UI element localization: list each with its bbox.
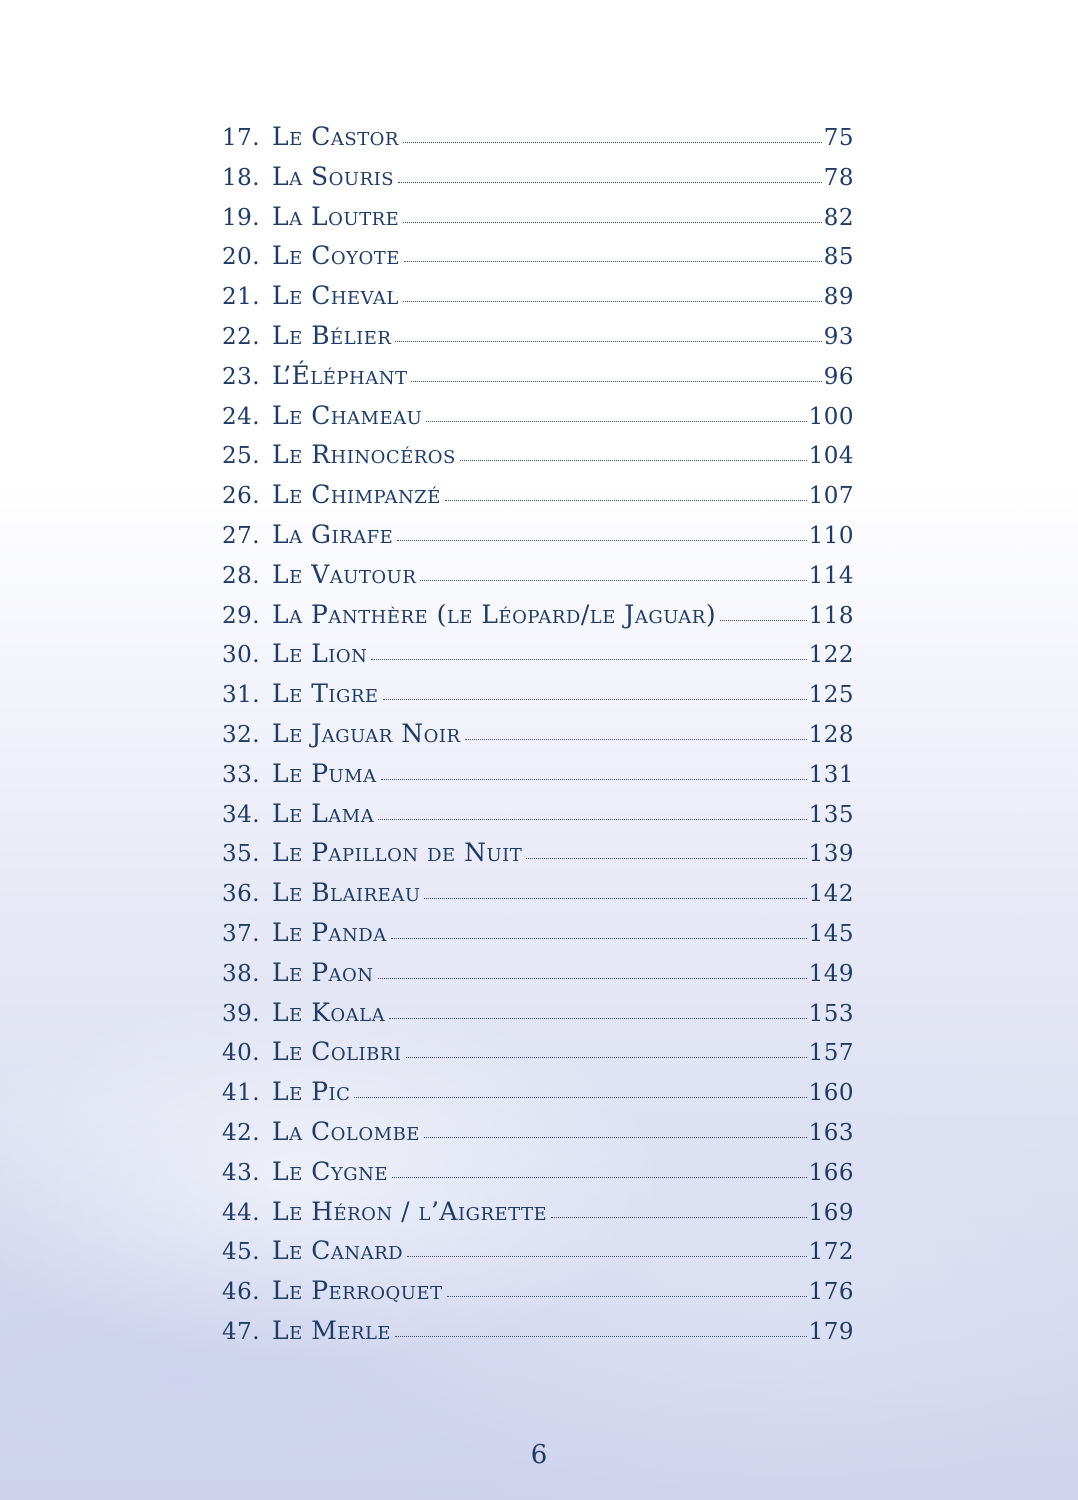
dot-leader [403, 222, 821, 223]
entry-page-number: 163 [808, 1119, 854, 1146]
dot-leader [371, 659, 806, 660]
entry-number: 22. [222, 323, 261, 350]
entry-number: 39. [222, 1000, 261, 1027]
entry-page-number: 89 [823, 284, 854, 311]
dot-leader [526, 858, 806, 859]
entry-page-number: 122 [808, 642, 854, 669]
entry-title: Le Vautour [272, 559, 417, 589]
toc-entry [222, 600, 854, 640]
toc-entry [222, 241, 854, 281]
entry-title: Le Jaguar Noir [272, 718, 461, 748]
entry-title: Le Lama [272, 798, 375, 828]
entry-title: Le Pic [272, 1077, 351, 1107]
entry-title: Le Cygne [272, 1156, 388, 1186]
entry-page-number: 93 [823, 323, 854, 350]
entry-page-number: 96 [823, 363, 854, 390]
toc-entry [222, 1037, 854, 1077]
entry-page-number: 166 [808, 1159, 854, 1186]
dot-leader [391, 938, 807, 939]
toc-entry [222, 1077, 854, 1117]
dot-leader [354, 1097, 806, 1098]
entry-title: Le Panda [272, 917, 387, 947]
entry-number: 36. [222, 881, 261, 908]
entry-page-number: 139 [808, 841, 854, 868]
toc-entry [222, 440, 854, 480]
toc-entry [222, 122, 854, 162]
entry-page-number: 114 [808, 562, 854, 589]
entry-page-number: 78 [823, 164, 854, 191]
toc-entry [222, 799, 854, 839]
dot-leader [424, 1137, 807, 1138]
entry-page-number: 82 [823, 204, 854, 231]
dot-leader [381, 779, 807, 780]
entry-page-number: 160 [808, 1080, 854, 1107]
dot-leader [403, 142, 822, 143]
toc-entry [222, 520, 854, 560]
entry-title: Le Canard [272, 1236, 404, 1266]
entry-page-number: 128 [808, 721, 854, 748]
entry-number: 21. [222, 284, 261, 311]
entry-number: 17. [222, 125, 261, 151]
entry-title: Le Bélier [272, 320, 392, 350]
toc-entry [222, 1117, 854, 1157]
entry-title: Le Papillon de Nuit [272, 838, 523, 868]
entry-title: La Panthère (le Léopard/le Jaguar) [272, 599, 717, 629]
toc-entry [222, 1316, 854, 1356]
entry-number: 40. [222, 1040, 261, 1067]
toc-entry [222, 480, 854, 520]
entry-number: 30. [222, 642, 261, 669]
dot-leader [404, 261, 822, 262]
entry-title: Le Coyote [272, 241, 400, 271]
dot-leader [389, 1018, 807, 1019]
toc-entry [222, 1236, 854, 1276]
entry-title: Le Blaireau [272, 878, 421, 908]
dot-leader [398, 182, 822, 183]
entry-page-number: 145 [808, 920, 854, 947]
toc-entry [222, 918, 854, 958]
entry-number: 23. [222, 363, 261, 390]
toc-entry [222, 162, 854, 202]
dot-leader [447, 1296, 807, 1297]
entry-title: Le Castor [272, 122, 399, 151]
entry-title: Le Cheval [272, 281, 399, 311]
dot-leader [395, 341, 821, 342]
dot-leader [383, 699, 807, 700]
entry-page-number: 169 [808, 1199, 854, 1226]
entry-number: 29. [222, 602, 261, 629]
toc-entry [222, 1197, 854, 1237]
entry-page-number: 157 [808, 1040, 854, 1067]
dot-leader [420, 580, 806, 581]
entry-number: 33. [222, 761, 261, 788]
entry-number: 34. [222, 801, 261, 828]
entry-number: 26. [222, 483, 261, 510]
entry-page-number: 179 [808, 1318, 854, 1345]
entry-number: 25. [222, 443, 261, 470]
entry-number: 46. [222, 1279, 261, 1306]
entry-page-number: 131 [808, 761, 854, 788]
entry-title: Le Chimpanzé [272, 480, 441, 510]
entry-title: Le Paon [272, 957, 374, 987]
dot-leader [395, 1336, 807, 1337]
dot-leader [465, 739, 807, 740]
entry-page-number: 118 [808, 602, 854, 629]
entry-title: Le Colibri [272, 1037, 402, 1067]
entry-page-number: 110 [808, 522, 854, 549]
entry-title: Le Rhinocéros [272, 440, 456, 470]
dot-leader [378, 978, 807, 979]
entry-title: Le Tigre [272, 679, 379, 709]
dot-leader [460, 460, 807, 461]
toc-entry [222, 1157, 854, 1197]
toc-entry [222, 838, 854, 878]
toc-entry [222, 679, 854, 719]
entry-title: La Souris [272, 161, 395, 191]
entry-number: 18. [222, 164, 261, 191]
dot-leader [720, 620, 806, 621]
entry-number: 43. [222, 1159, 261, 1186]
entry-number: 41. [222, 1080, 261, 1107]
dot-leader [426, 421, 806, 422]
entry-number: 19. [222, 204, 261, 231]
toc-entry [222, 759, 854, 799]
dot-leader [411, 381, 821, 382]
entry-title: Le Héron / l’Aigrette [272, 1196, 548, 1226]
entry-title: Le Puma [272, 758, 377, 788]
entry-title: La Girafe [272, 519, 394, 549]
dot-leader [551, 1217, 806, 1218]
toc-entry [222, 639, 854, 679]
entry-page-number: 135 [808, 801, 854, 828]
toc-entry [222, 281, 854, 321]
entry-page-number: 153 [808, 1000, 854, 1027]
dot-leader [424, 898, 806, 899]
dot-leader [407, 1256, 807, 1257]
entry-page-number: 176 [808, 1279, 854, 1306]
entry-number: 28. [222, 562, 261, 589]
entry-number: 45. [222, 1239, 261, 1266]
entry-number: 31. [222, 682, 261, 709]
entry-title: Le Perroquet [272, 1276, 443, 1306]
toc-entry [222, 998, 854, 1038]
toc-entry [222, 560, 854, 600]
entry-number: 44. [222, 1199, 261, 1226]
table-of-contents [222, 122, 854, 1356]
entry-page-number: 125 [808, 682, 854, 709]
entry-number: 24. [222, 403, 261, 430]
entry-title: Le Chameau [272, 400, 423, 430]
entry-page-number: 172 [808, 1239, 854, 1266]
toc-entry [222, 719, 854, 759]
dot-leader [392, 1177, 807, 1178]
entry-page-number: 85 [823, 244, 854, 271]
entry-number: 35. [222, 841, 261, 868]
entry-number: 27. [222, 522, 261, 549]
dot-leader [445, 500, 807, 501]
toc-entry [222, 361, 854, 401]
dot-leader [406, 1057, 807, 1058]
toc-entry [222, 1276, 854, 1316]
dot-leader [397, 540, 806, 541]
entry-page-number: 149 [808, 960, 854, 987]
page-number: 6 [530, 1440, 548, 1470]
entry-title: La Loutre [272, 201, 400, 231]
entry-number: 20. [222, 244, 261, 271]
entry-page-number: 75 [823, 125, 854, 151]
entry-page-number: 104 [808, 443, 854, 470]
entry-number: 38. [222, 960, 261, 987]
entry-title: La Colombe [272, 1116, 420, 1146]
entry-title: Le Koala [272, 997, 386, 1027]
entry-number: 42. [222, 1119, 261, 1146]
entry-page-number: 142 [808, 881, 854, 908]
entry-number: 32. [222, 721, 261, 748]
entry-number: 37. [222, 920, 261, 947]
entry-number: 47. [222, 1318, 261, 1345]
entry-title: L’Éléphant [272, 360, 408, 390]
toc-entry [222, 202, 854, 242]
entry-title: Le Lion [272, 639, 368, 669]
toc-entry [222, 958, 854, 998]
dot-leader [378, 819, 806, 820]
toc-entry [222, 401, 854, 441]
toc-entry [222, 878, 854, 918]
toc-entry [222, 321, 854, 361]
entry-page-number: 100 [808, 403, 854, 430]
entry-title: Le Merle [272, 1315, 392, 1345]
entry-page-number: 107 [808, 483, 854, 510]
dot-leader [403, 301, 822, 302]
